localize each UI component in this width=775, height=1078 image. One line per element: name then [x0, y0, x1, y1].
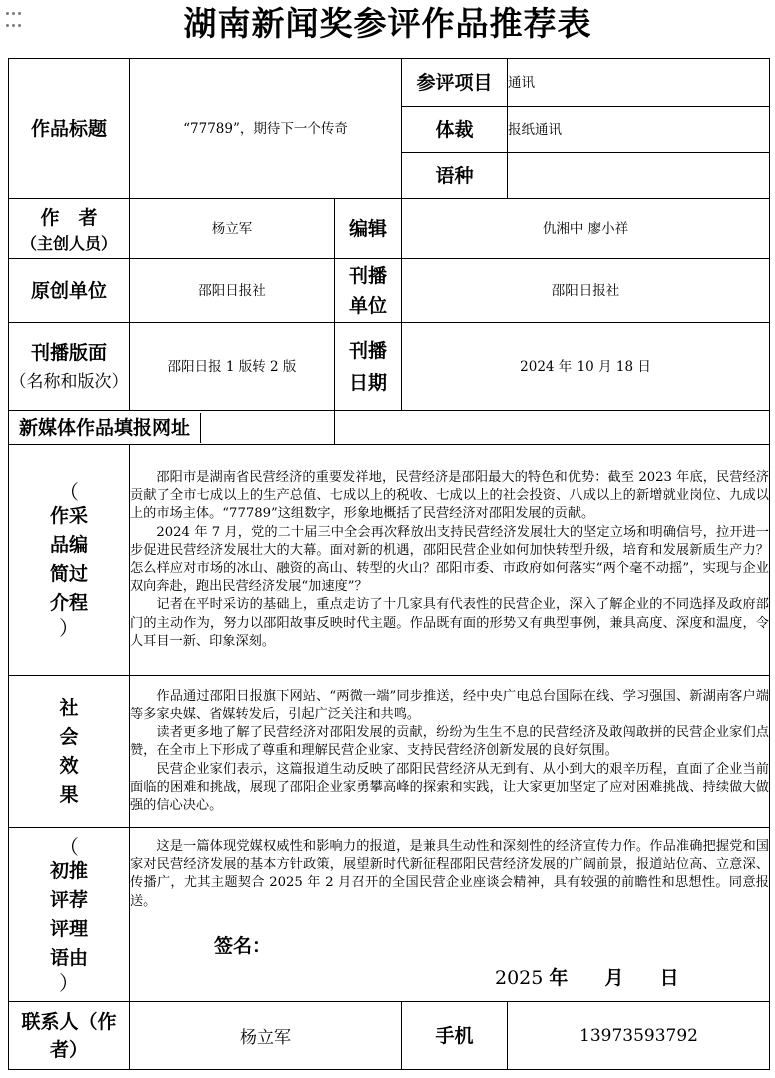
phone-value: 13973593792	[508, 1002, 770, 1070]
publish-unit-label-2: 单位	[348, 294, 387, 317]
publish-page-sublabel: （名称和版次）	[9, 371, 129, 392]
process-label-char: 作采	[49, 505, 88, 527]
original-unit-value: 邵阳日报社	[130, 259, 335, 323]
author-value: 杨立军	[130, 199, 335, 259]
social-effect-label-char: 社	[59, 696, 79, 719]
review-label	[9, 828, 130, 1002]
process-text	[130, 445, 770, 676]
language-label: 语种	[402, 153, 508, 199]
social-effect-label-char: 会	[59, 725, 79, 748]
review-label-char: 初推	[49, 859, 88, 882]
process-label-char: 品编	[49, 534, 88, 556]
new-media-url-label: 新媒体作品填报网址	[19, 413, 201, 443]
publish-unit-value: 邵阳日报社	[402, 259, 770, 323]
process-paragraph: 记者在平时采访的基础上，重点走访了十几家具有代表性的民营企业，深入了解企业的不同选择及政府部门的主动作为，努力以邵阳故事反映时代主题。作品既有面的形势又有典型事例，兼具高度、深度和温度，令人耳目一新、印象深刻。	[130, 597, 769, 649]
author-label-cell	[9, 199, 130, 259]
new-media-url-value[interactable]	[335, 411, 770, 445]
social-effect-paragraph: 民营企业家们表示，这篇报道生动反映了邵阳民营经济从无到有、从小到大的艰辛历程，直面了企业当前面临的困难和挑战，展现了邵阳企业家勇攀高峰的探索和实践，让大家更加坚定了应对困难挑战、持续做大做强的信心决心。	[130, 761, 769, 813]
review-label-char: （	[59, 834, 79, 859]
review-date-year: 2025	[495, 966, 544, 989]
review-date-day-unit: 日	[659, 966, 679, 989]
new-media-url-label-cell	[9, 411, 335, 445]
contact-label: 联系人（作者）	[9, 1002, 130, 1070]
author-sublabel: （主创人员）	[20, 233, 117, 253]
publish-unit-label-cell	[335, 259, 402, 323]
review-date	[130, 966, 769, 991]
genre-label: 体裁	[402, 107, 508, 153]
social-effect-label	[9, 676, 130, 828]
original-unit-label: 原创单位	[9, 259, 130, 323]
process-paragraph: 2024 年 7 月，党的二十届三中全会再次释放出支持民营经济发展壮大的坚定立场和明确信号，拉开进一步促进民营经济发展壮大的大幕。面对新的机遇，邵阳民营企业如何加快转型升级，培育和发展新质生产力？怎么样应对市场的冰山、融资的高山、转型的火山？邵阳市委、市政府如何落实“两个毫不动摇”，实现与企业双向奔赴，跑出民营经济发展“加速度”？	[130, 524, 769, 595]
editor-label: 编辑	[335, 199, 402, 259]
social-effect-text	[130, 676, 770, 828]
process-label-char: 简过	[49, 563, 88, 585]
process-label-char: ）	[59, 616, 79, 640]
publish-date-label-2: 日期	[348, 371, 387, 394]
publish-date-label-1: 刊播	[348, 339, 387, 362]
review-label-char: ）	[59, 970, 79, 995]
publish-page-value: 邵阳日报 1 版转 2 版	[130, 323, 335, 411]
review-label-char: 语由	[49, 946, 88, 969]
process-label-char: （	[59, 480, 79, 504]
review-label-char: 评理	[49, 917, 88, 940]
page-title: 湖南新闻奖参评作品推荐表	[183, 4, 592, 43]
category-value: 通讯	[508, 59, 770, 107]
process-label	[9, 445, 130, 676]
sign-label: 签名：	[214, 934, 272, 957]
publish-unit-label-1: 刊播	[348, 264, 387, 287]
recommendation-form	[8, 58, 770, 1070]
contact-value: 杨立军	[130, 1002, 402, 1070]
work-title-label: 作品标题	[9, 59, 130, 199]
process-label-char: 介程	[49, 592, 88, 614]
phone-label: 手机	[402, 1002, 508, 1070]
category-label: 参评项目	[402, 59, 508, 107]
social-effect-label-char: 效	[59, 754, 79, 777]
genre-value: 报纸通讯	[508, 107, 770, 153]
publish-date-label-cell	[335, 323, 402, 411]
author-label: 作 者	[40, 206, 98, 229]
editor-value: 仇湘中 廖小祥	[402, 199, 770, 259]
social-effect-paragraph: 作品通过邵阳日报旗下网站、“两微一端”同步推送，经中央广电总台国际在线、学习强国、新湖南客户端等多家央媒、省媒转发后，引起广泛关注和共鸣。	[130, 688, 769, 722]
publish-date-value: 2024 年 10 月 18 日	[402, 323, 770, 411]
process-paragraph: 邵阳市是湖南省民营经济的重要发祥地，民营经济是邵阳最大的特色和优势：截至 2023 年底，民营经济贡献了全市七成以上的生产总值、七成以上的税收、七成以上的社会投资、八成以上的新增就业岗位、九成以上的市场主体。“77789”这组数字，形象地概括了民营经济对邵阳发展的贡献。	[130, 469, 769, 522]
review-label-char: 评荐	[49, 888, 88, 911]
language-value	[508, 153, 770, 199]
review-text	[130, 828, 770, 1002]
social-effect-paragraph: 读者更多地了解了民营经济对邵阳发展的贡献，纷纷为生生不息的民营经济及敢闯敢拼的民营企业家们点赞，在全市上下形成了尊重和理解民营企业家、支持民营经济创新发展的良好氛围。	[130, 725, 769, 759]
review-date-month-unit: 月	[604, 966, 624, 989]
social-effect-label-char: 果	[59, 783, 79, 806]
work-title-value: “77789”，期待下一个传奇	[130, 59, 402, 199]
publish-page-label: 刊播版面	[30, 341, 107, 364]
review-date-year-unit: 年	[549, 966, 569, 989]
review-paragraph: 这是一篇体现党媒权威性和影响力的报道，是兼具生动性和深刻性的经济宣传力作。作品准确把握党和国家对民营经济发展的基本方针政策，展望新时代新征程邵阳民营经济发展的广阔前景，报道站位高、立意深、传播广，尤其主题契合 2025 年 2 月召开的全国民营企业座谈会精神，具有较强的前瞻性和思想性。同意报送。	[130, 838, 769, 909]
publish-page-label-cell	[9, 323, 130, 411]
